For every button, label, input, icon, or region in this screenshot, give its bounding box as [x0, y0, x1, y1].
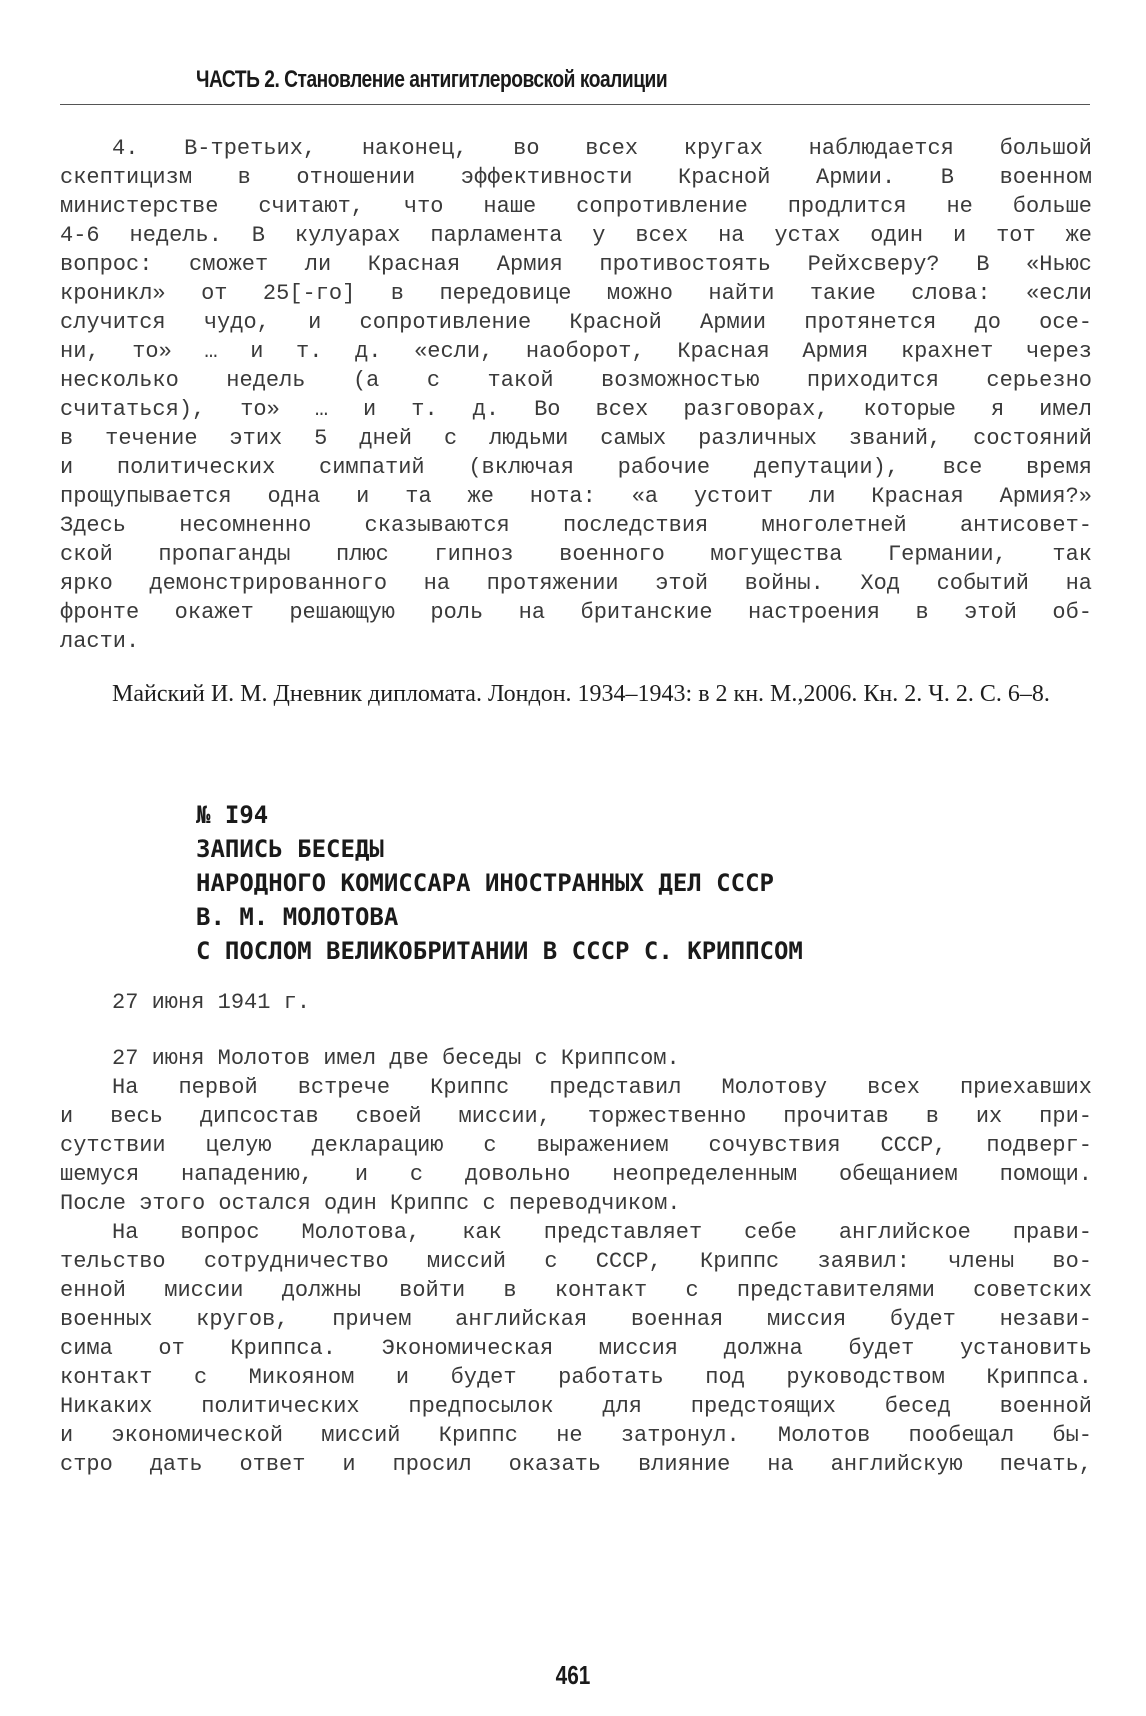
text-line: На первой встрече Криппс представил Молотову всех приехавших: [112, 1075, 1092, 1100]
page-number: 461: [555, 1660, 591, 1690]
text-line: в течение этих 5 дней с людьми самых различных званий, состояний: [60, 426, 1092, 451]
text-line: ской пропаганды плюс гипноз военного могущества Германии, так: [60, 542, 1092, 567]
text-line: и весь дипсостав своей миссии, торжественно прочитав в их при-: [60, 1104, 1092, 1129]
report-paragraph: [60, 134, 1092, 656]
source-citation: Майский И. М. Дневник дипломата. Лондон. 1934–1943: в 2 кн. М.,2006. Кн. 2. Ч. 2. С. 6–8.: [112, 681, 1050, 707]
text-line: 4-6 недель. В кулуарах парламента у всех на устах один и тот же: [60, 223, 1092, 248]
text-line: шемуся нападению, и с довольно неопределенным обещанием помощи.: [60, 1162, 1092, 1187]
text-line: ни, то» … и т. д. «если, наоборот, Красная Армия крахнет через: [60, 339, 1092, 364]
document-title-line: НАРОДНОГО КОМИССАРА ИНОСТРАННЫХ ДЕЛ СССР: [196, 869, 774, 897]
text-line: тельство сотрудничество миссий с СССР, Криппс заявил: члены во-: [60, 1249, 1092, 1274]
text-line: стро дать ответ и просил оказать влияние на английскую печать,: [60, 1452, 1092, 1477]
document-title-line: С ПОСЛОМ ВЕЛИКОБРИТАНИИ В СССР С. КРИППСОМ: [196, 937, 803, 965]
text-line: случится чудо, и сопротивление Красной Армии протянется до осе-: [60, 310, 1092, 335]
text-line: 27 июня Молотов имел две беседы с Криппсом.: [112, 1046, 680, 1071]
text-line: вопрос: сможет ли Красная Армия противостоять Рейхсверу? В «Ньюс: [60, 252, 1092, 277]
document-date-block: [60, 988, 1092, 1017]
text-line: Никаких политических предпосылок для предстоящих бесед военной: [60, 1394, 1092, 1419]
text-line: министерстве считают, что наше сопротивление продлится не больше: [60, 194, 1092, 219]
header-rule: [60, 104, 1090, 105]
document-date: 27 июня 1941 г.: [112, 990, 311, 1015]
document-body: [60, 1044, 1092, 1479]
text-line: кроникл» от 25[-го] в передовице можно найти такие слова: «если: [60, 281, 1092, 306]
text-line: ласти.: [60, 629, 140, 654]
text-line: енной миссии должны войти в контакт с представителями советских: [60, 1278, 1092, 1303]
text-line: прощупывается одна и та же нота: «а устоит ли Красная Армия?»: [60, 484, 1092, 509]
text-line: ярко демонстрированного на протяжении этой войны. Ход событий на: [60, 571, 1092, 596]
text-line: считаться), то» … и т. д. Во всех разговорах, которые я имел: [60, 397, 1092, 422]
text-line: военных кругов, причем английская военная миссия будет незави-: [60, 1307, 1092, 1332]
document-number: № I94: [196, 801, 269, 829]
document-title-line: ЗАПИСЬ БЕСЕДЫ: [196, 835, 384, 863]
text-line: 4. В-третьих, наконец, во всех кругах наблюдается большой: [112, 136, 1092, 161]
document-title-line: В. М. МОЛОТОВА: [196, 903, 399, 931]
text-line: После этого остался один Криппс с переводчиком.: [60, 1191, 681, 1216]
running-header: ЧАСТЬ 2. Становление антигитлеровской коалиции: [196, 66, 668, 93]
text-line: контакт с Микояном и будет работать под руководством Криппса.: [60, 1365, 1092, 1390]
text-line: Здесь несомненно сказываются последствия многолетней антисовет-: [60, 513, 1092, 538]
text-line: несколько недель (а с такой возможностью приходится серьезно: [60, 368, 1092, 393]
text-line: На вопрос Молотова, как представляет себе английское прави-: [112, 1220, 1092, 1245]
text-line: фронте окажет решающую роль на британские настроения в этой об-: [60, 600, 1092, 625]
text-line: сутствии целую декларацию с выражением сочувствия СССР, подверг-: [60, 1133, 1092, 1158]
document-heading: [196, 798, 803, 968]
text-line: сима от Криппса. Экономическая миссия должна будет установить: [60, 1336, 1092, 1361]
text-line: и экономической миссий Криппс не затронул. Молотов пообещал бы-: [60, 1423, 1092, 1448]
text-line: и политических симпатий (включая рабочие депутации), все время: [60, 455, 1092, 480]
text-line: скептицизм в отношении эффективности Красной Армии. В военном: [60, 165, 1092, 190]
